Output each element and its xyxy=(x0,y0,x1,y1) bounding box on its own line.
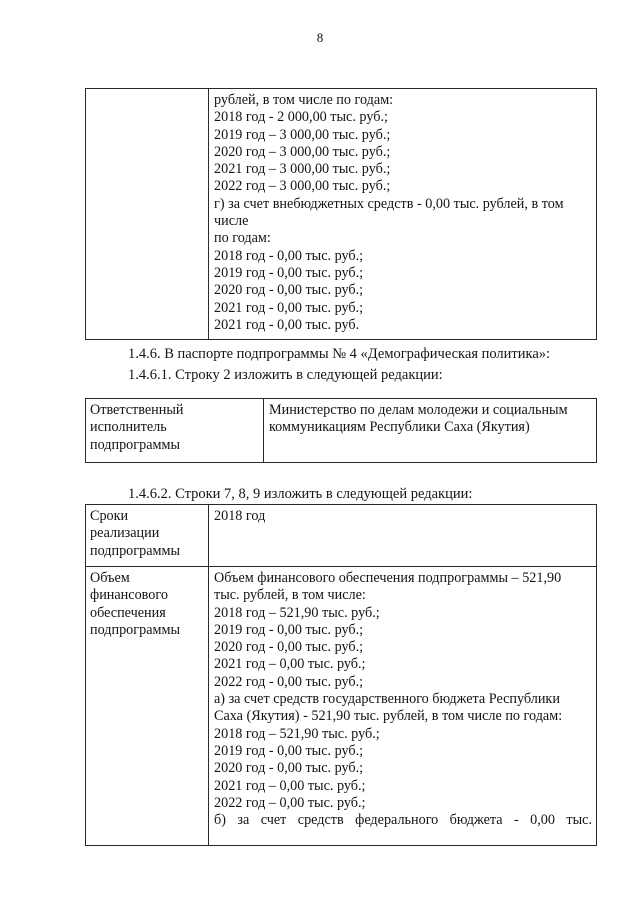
text-line: коммуникациям Республики Саха (Якутия) xyxy=(269,419,530,436)
text-line: 2018 год - 0,00 тыс. руб.; xyxy=(214,247,364,264)
text-line: Объем xyxy=(90,570,130,586)
paragraph-1-4-6-1: 1.4.6.1. Строку 2 изложить в следующей редакции: xyxy=(128,367,443,383)
table-cell-value xyxy=(264,399,597,463)
text-line: подпрограммы xyxy=(90,542,180,559)
text-line: 2019 год - 0,00 тыс. руб.; xyxy=(214,621,364,638)
text-line: 2022 год – 3 000,00 тыс. руб.; xyxy=(214,178,391,195)
text-line: 2020 год – 3 000,00 тыс. руб.; xyxy=(214,143,391,160)
text-line: 2021 год – 3 000,00 тыс. руб.; xyxy=(214,161,391,178)
table-cell-empty xyxy=(86,89,209,340)
text-line: 2019 год - 0,00 тыс. руб.; xyxy=(214,742,364,759)
table-row xyxy=(86,567,597,846)
text-line: 2018 год – 521,90 тыс. руб.; xyxy=(214,725,380,742)
text-line: 2019 год - 0,00 тыс. руб.; xyxy=(214,264,364,281)
text-line: 2018 год - 2 000,00 тыс. руб.; xyxy=(214,109,388,126)
text-line: 2021 год – 0,00 тыс. руб.; xyxy=(214,656,366,673)
continuation-table xyxy=(85,88,597,340)
paragraph-1-4-6: 1.4.6. В паспорте подпрограммы № 4 «Демографическая политика»: xyxy=(128,346,551,362)
text-line: Сроки xyxy=(90,508,129,524)
text-line: 2019 год – 3 000,00 тыс. руб.; xyxy=(214,126,391,143)
text-line: Министерство по делам молодежи и социальным xyxy=(269,402,568,418)
text-line: б) за счет средств федерального бюджета - 0,00 тыс. xyxy=(214,812,592,829)
table-cell-label xyxy=(86,399,264,463)
table-row xyxy=(86,505,597,567)
text-line: 2021 год - 0,00 тыс. руб.; xyxy=(214,299,364,316)
responsible-executor-table xyxy=(85,398,597,463)
text-line: по годам: xyxy=(214,230,271,247)
table-cell-value xyxy=(209,567,597,846)
text-line: исполнитель xyxy=(90,419,167,436)
paragraph-1-4-6-2: 1.4.6.2. Строки 7, 8, 9 изложить в следующей редакции: xyxy=(128,486,473,502)
text-line: 2021 год – 0,00 тыс. руб.; xyxy=(214,777,366,794)
table-row xyxy=(86,89,597,340)
text-line: рублей, в том числе по годам: xyxy=(214,92,394,108)
text-line: Объем финансового обеспечения подпрограммы – 521,90 xyxy=(214,570,562,586)
text-line: 2020 год - 0,00 тыс. руб.; xyxy=(214,760,364,777)
table-cell-value xyxy=(209,505,597,567)
text-line: 2020 год - 0,00 тыс. руб.; xyxy=(214,282,364,299)
text-line: 2022 год - 0,00 тыс. руб.; xyxy=(214,673,364,690)
text-line: 2020 год - 0,00 тыс. руб.; xyxy=(214,639,364,656)
text-line: реализации xyxy=(90,525,160,542)
table-cell-label xyxy=(86,505,209,567)
text-line: Саха (Якутия) - 521,90 тыс. рублей, в том числе по годам: xyxy=(214,708,563,725)
text-line: подпрограммы xyxy=(90,621,180,638)
table-cell-funding-continued xyxy=(209,89,597,340)
text-line: тыс. рублей, в том числе: xyxy=(214,587,366,604)
text-line: г) за счет внебюджетных средств - 0,00 тыс. рублей, в том числе xyxy=(214,195,564,230)
text-line: подпрограммы xyxy=(90,436,180,453)
text-line: а) за счет средств государственного бюджета Республики xyxy=(214,691,560,708)
page-number: 8 xyxy=(316,30,324,45)
text-line: обеспечения xyxy=(90,604,166,621)
text-line: финансового xyxy=(90,587,168,604)
text-line: 2022 год – 0,00 тыс. руб.; xyxy=(214,794,366,811)
table-cell-label xyxy=(86,567,209,846)
text-line: Ответственный xyxy=(90,402,184,418)
table-row xyxy=(86,399,597,463)
subprogram-rows-table xyxy=(85,504,597,846)
text-line: 2018 год – 521,90 тыс. руб.; xyxy=(214,604,380,621)
text-line: 2021 год - 0,00 тыс. руб. xyxy=(214,316,360,333)
text-line: 2018 год xyxy=(214,508,266,524)
